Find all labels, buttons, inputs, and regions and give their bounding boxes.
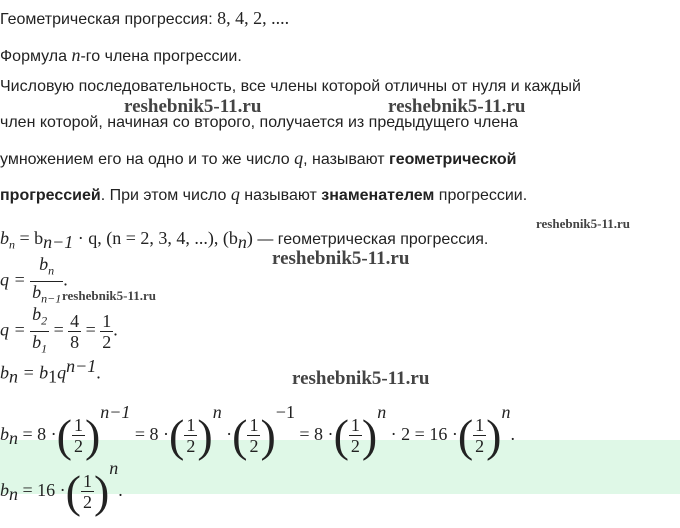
eq5-exp-3: −1 — [275, 402, 295, 422]
eq5-p4: · 2 = 16 · — [390, 424, 458, 444]
eq4-lhs-sub: n — [9, 366, 18, 387]
def4-bold1: прогрессией — [0, 187, 101, 204]
watermark-2: reshebnik5-11.ru — [388, 96, 526, 117]
eq6-lhs: b — [0, 480, 9, 500]
eq1-rest: · q, (n = 2, 3, 4, ...), (b — [73, 228, 238, 248]
eq5-exp-2: n — [212, 402, 222, 422]
eq1-sub: n−1 — [43, 232, 74, 253]
def3-pre: умножением его на одно и то же число — [0, 151, 295, 168]
eq2-fraction — [30, 254, 63, 308]
eq5-exp-5: n — [501, 402, 511, 422]
equation-5: $b_n = 8$ ·( $\frac{1}{2}$ )$^{n-1}$ = 8 ·( $\frac{1}{2}$ )$^n$ ·( $\frac{1}{2}$ )$^{-1}$ = 8 ·( $\frac{1}{2}$ )$^n$ · 2 = 16 ·( $\frac{1}{2}$ )$^n$. — [0, 402, 515, 461]
watermark-5: reshebnik5-11.ru — [62, 288, 157, 303]
eq6-exp: n — [109, 458, 119, 478]
formula-heading-n: n — [71, 45, 81, 65]
eq1-sub2: n — [237, 232, 247, 253]
title-sequence: 8, 4, 2, .... — [217, 8, 290, 28]
def4-bold2: знаменателем — [321, 187, 435, 204]
eq3-frac-3: $\frac{1}{2}$ — [102, 310, 112, 352]
formula-heading-pre: Формула — [0, 48, 72, 65]
eq5-frac-2: $\frac{1}{2}$ — [186, 415, 196, 457]
eq4-lhs: b — [0, 362, 9, 383]
eq5-dot: · — [226, 424, 233, 444]
eq5-end: . — [510, 424, 515, 444]
def3-bold: геометрической — [389, 151, 517, 168]
equation-4 — [0, 356, 101, 387]
eq2-lhs: q = — [0, 269, 26, 290]
eq6-p1: = 16 · — [22, 480, 66, 500]
definition-line-1: Числовую последовательность, все члены которой отличны от нуля и каждый — [0, 78, 581, 95]
eq2-end: . — [63, 269, 68, 290]
eq5-exp-1: n−1 — [100, 402, 131, 422]
eq5-p1: = 8 · — [22, 424, 57, 444]
eq5-frac-1: $\frac{1}{2}$ — [73, 415, 83, 457]
def4-mid: . При этом число — [100, 187, 231, 204]
eq3-frac-1: $\frac{b_2}{b_1}$ — [32, 304, 48, 356]
eq3-eq1: = — [53, 319, 64, 340]
eq6-frac: $\frac{1}{2}$ — [82, 471, 92, 513]
eq4-exp: n−1 — [66, 356, 97, 376]
eq5-lhs: b — [0, 424, 9, 444]
eq3-end: . — [113, 319, 118, 340]
formula-heading-post: -го члена прогрессии. — [80, 48, 242, 65]
definition-line-2: член которой, начиная со второго, получается из предыдущего члена — [0, 114, 518, 131]
eq3-lhs: q = — [0, 319, 26, 340]
eq1-text: — геометрическая прогрессия. — [252, 231, 489, 248]
eq4-end: . — [96, 362, 101, 383]
formula-heading — [0, 45, 242, 67]
eq5-frac-4: $\frac{1}{2}$ — [350, 415, 360, 457]
eq1-b: $b_n$ — [0, 228, 15, 252]
eq5-p2: = 8 · — [134, 424, 170, 444]
title-line — [0, 8, 289, 30]
def3-q: q — [294, 148, 304, 168]
eq6-lhs-sub: n — [9, 484, 18, 505]
equation-3 — [0, 304, 118, 358]
eq2-num: $b_n$ — [30, 254, 63, 282]
eq6-end: . — [118, 480, 123, 500]
def3-mid: , называют — [303, 151, 390, 168]
watermark-6: reshebnik5-11.ru — [292, 368, 430, 389]
eq3-eq2: = — [85, 319, 96, 340]
eq5-exp-4: n — [377, 402, 387, 422]
definition-line-3 — [0, 148, 516, 170]
eq5-lhs-sub: n — [9, 428, 18, 449]
eq2-den: $b_{n-1}$ — [32, 281, 62, 306]
eq5-p3: = 8 · — [299, 424, 334, 444]
eq1-close: ) — [246, 228, 253, 248]
eq1-math: = b — [19, 228, 44, 248]
watermark-3: reshebnik5-11.ru — [536, 216, 631, 231]
equation-1 — [0, 228, 488, 255]
watermark-1: reshebnik5-11.ru — [124, 96, 262, 117]
title-text: Геометрическая прогрессия: — [0, 11, 213, 28]
eq5-frac-3: $\frac{1}{2}$ — [249, 415, 259, 457]
equation-6-answer: $b_n = 16$ ·( $\frac{1}{2}$ )$^n$. — [0, 458, 123, 517]
def4-mid2: называют — [239, 187, 322, 204]
eq5-frac-5: $\frac{1}{2}$ — [475, 415, 485, 457]
def4-q: q — [230, 184, 240, 204]
equation-2 — [0, 254, 68, 308]
eq4-rhs: = b — [22, 362, 49, 383]
eq4-q: q — [57, 362, 67, 383]
watermark-4: reshebnik5-11.ru — [272, 248, 410, 269]
eq4-rhs-sub: 1 — [48, 366, 58, 387]
def4-post: прогрессии. — [434, 187, 528, 204]
definition-line-4 — [0, 184, 527, 206]
eq3-frac-2: $\frac{4}{8}$ — [70, 310, 80, 352]
